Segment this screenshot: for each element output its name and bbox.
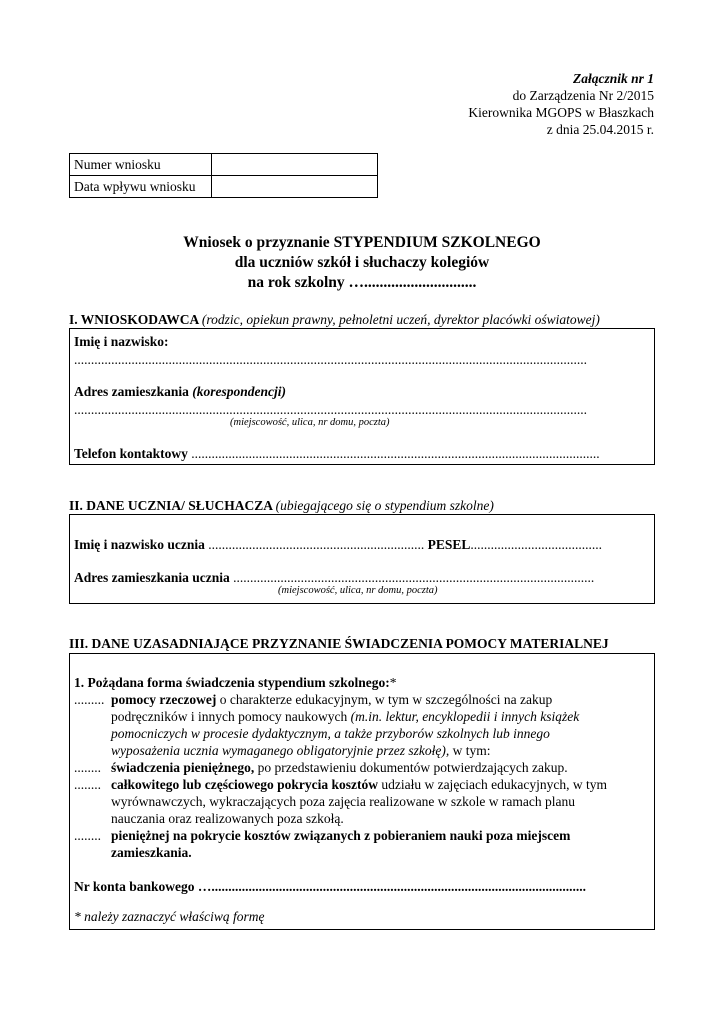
option-cost-coverage-text: udziału w zajęciach edukacyjnych, w tym bbox=[381, 777, 608, 792]
option-cash-benefit bbox=[74, 759, 650, 776]
applicant-address-sublabel: (korespondencji) bbox=[192, 384, 286, 399]
option-material-aid-line-4-end: w tym: bbox=[452, 743, 491, 758]
section-2-heading: II. DANE UCZNIA/ SŁUCHACZA bbox=[69, 498, 273, 513]
option-material-aid bbox=[74, 691, 650, 759]
student-address-row bbox=[74, 569, 650, 586]
bank-account-field[interactable]: …............................................................................................................... bbox=[197, 879, 587, 894]
section-1-box bbox=[69, 328, 655, 465]
option-material-aid-checkbox[interactable]: ......... bbox=[74, 692, 105, 707]
pesel-field[interactable]: ....................................... bbox=[470, 537, 603, 552]
receipt-date-field[interactable] bbox=[212, 176, 378, 198]
student-address-field[interactable]: ........................................................................................................... bbox=[233, 570, 595, 585]
form-question-row bbox=[74, 674, 650, 691]
option-remote-study-checkbox[interactable]: ........ bbox=[74, 828, 101, 843]
title-line-1: Wniosek o przyznanie STYPENDIUM SZKOLNEGO bbox=[183, 234, 541, 251]
option-material-aid-line-2: podręczników i innych pomocy naukowych bbox=[111, 709, 348, 724]
student-name-label: Imię i nazwisko ucznia bbox=[74, 537, 205, 552]
applicant-address-field[interactable]: ........................................................................................................................................................ bbox=[74, 402, 587, 417]
option-remote-study-line-2: zamieszkania. bbox=[111, 845, 192, 860]
section-3-box bbox=[69, 653, 655, 930]
annex-line-1: do Zarządzenia Nr 2/2015 bbox=[512, 88, 654, 103]
option-cost-coverage-line-3: nauczania oraz realizowanych poza szkołą. bbox=[111, 811, 344, 826]
student-name-row bbox=[74, 536, 650, 553]
section-2-title bbox=[69, 498, 494, 514]
student-address-label: Adres zamieszkania ucznia bbox=[74, 570, 230, 585]
phone-field[interactable]: ......................................................................................................................... bbox=[191, 446, 600, 461]
footnote: * należy zaznaczyć właściwą formę bbox=[74, 909, 265, 924]
pesel-label: PESEL bbox=[427, 537, 471, 552]
annex-line-3: z dnia 25.04.2015 r. bbox=[546, 122, 654, 137]
section-2-box bbox=[69, 514, 655, 604]
option-cost-coverage-checkbox[interactable]: ........ bbox=[74, 777, 101, 792]
applicant-address-label-row bbox=[74, 383, 650, 400]
option-cash-benefit-checkbox[interactable]: ........ bbox=[74, 760, 101, 775]
option-cost-coverage bbox=[74, 776, 650, 827]
title-line-2: dla uczniów szkół i słuchaczy kolegiów bbox=[234, 254, 490, 271]
option-material-aid-text: o charakterze edukacyjnym, w tym w szczególności na zakup bbox=[219, 692, 553, 707]
applicant-address-label: Adres zamieszkania bbox=[74, 384, 189, 399]
phone-label: Telefon kontaktowy bbox=[74, 446, 188, 461]
table-row bbox=[70, 176, 378, 198]
option-material-aid-line-2-italic: (m.in. lektur, encyklopedii i innych książek bbox=[350, 709, 580, 724]
section-1-subtitle: (rodzic, opiekun prawny, pełnoletni uczeń, dyrektor placówki oświatowej) bbox=[201, 312, 600, 327]
annex-header bbox=[468, 70, 654, 138]
section-2-subtitle: (ubiegającego się o stypendium szkolne) bbox=[275, 498, 494, 513]
student-name-field[interactable]: ................................................................ bbox=[208, 537, 425, 552]
receipt-date-label: Data wpływu wniosku bbox=[70, 176, 212, 198]
applicant-name-field[interactable]: ........................................................................................................................................................ bbox=[74, 352, 587, 367]
option-cost-coverage-line-2: wyrównawczych, wykraczających poza zajęcia realizowane w szkole w ramach planu bbox=[111, 794, 576, 809]
application-number-field[interactable] bbox=[212, 154, 378, 176]
section-1-title bbox=[69, 312, 600, 328]
form-question-mark: * bbox=[389, 675, 397, 690]
option-remote-study bbox=[74, 827, 650, 861]
option-material-aid-line-3: pomocniczych w procesie dydaktycznym, a także przyborów szkolnych lub innego bbox=[111, 726, 550, 741]
option-cost-coverage-title: całkowitego lub częściowego pokrycia kosztów bbox=[111, 777, 378, 792]
bank-account-label: Nr konta bankowego bbox=[74, 879, 195, 894]
option-cash-benefit-title: świadczenia pieniężnego, bbox=[111, 760, 255, 775]
phone-row bbox=[74, 445, 650, 462]
application-meta-table bbox=[69, 153, 378, 198]
option-material-aid-title: pomocy rzeczowej bbox=[111, 692, 217, 707]
form-question-label: 1. Pożądana forma świadczenia stypendium szkolnego: bbox=[74, 675, 390, 690]
title-line-3: na rok szkolny …............................. bbox=[247, 274, 477, 291]
annex-title: Załącznik nr 1 bbox=[572, 71, 654, 86]
annex-line-2: Kierownika MGOPS w Błaszkach bbox=[468, 105, 654, 120]
section-3-title: III. DANE UZASADNIAJĄCE PRZYZNANIE ŚWIADCZENIA POMOCY MATERIALNEJ bbox=[69, 636, 609, 651]
bank-account-row bbox=[74, 878, 650, 895]
student-address-caption: (miejscowość, ulica, nr domu, poczta) bbox=[278, 585, 438, 596]
option-cash-benefit-text: po przedstawieniu dokumentów potwierdzających zakup. bbox=[257, 760, 568, 775]
document-title bbox=[0, 233, 724, 293]
table-row bbox=[70, 154, 378, 176]
application-number-label: Numer wniosku bbox=[70, 154, 212, 176]
applicant-address-caption: (miejscowość, ulica, nr domu, poczta) bbox=[230, 417, 390, 428]
option-remote-study-line-1: pieniężnej na pokrycie kosztów związanych z pobieraniem nauki poza miejscem bbox=[111, 828, 571, 843]
applicant-name-label: Imię i nazwisko: bbox=[74, 334, 169, 349]
option-material-aid-line-4: wyposażenia ucznia wymaganego obligatoryjnie przez szkołę), bbox=[111, 743, 450, 758]
section-1-heading: I. WNIOSKODAWCA bbox=[69, 312, 199, 327]
